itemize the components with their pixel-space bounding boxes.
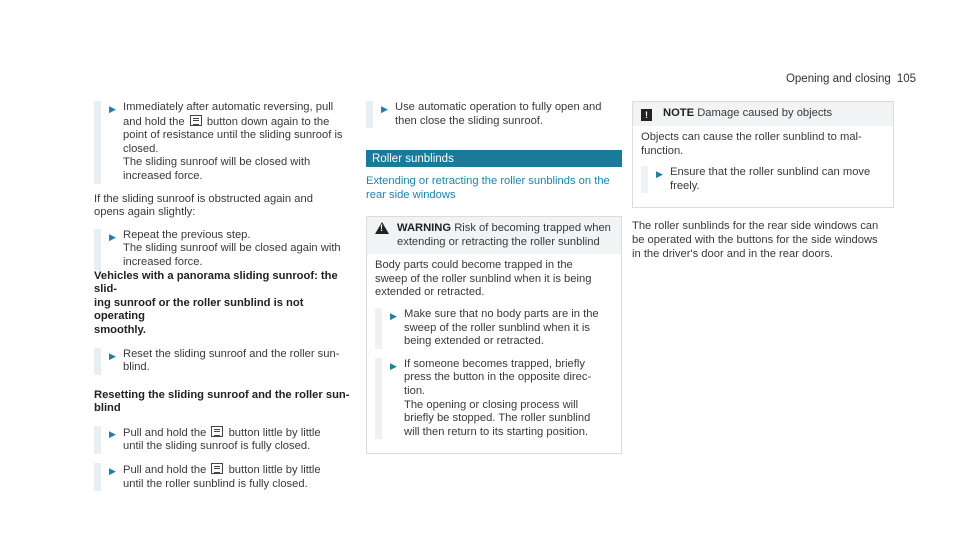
warning-title: Risk of becoming trapped when [454, 222, 611, 234]
page-header [786, 73, 916, 87]
step-bar [641, 166, 648, 193]
sub-heading [366, 175, 622, 202]
sub-heading-text: Extending or retracting the roller sunblinds on the [366, 175, 610, 188]
step-text: Use automatic operation to fully open and [395, 101, 602, 113]
step-bar [94, 348, 101, 375]
heading-text: Resetting the sliding sunroof and the roller sun- [94, 388, 350, 401]
step-arrow-icon: ▶ [390, 360, 397, 371]
column-1 [94, 101, 356, 500]
step-text: until the roller sunblind is fully closed. [123, 477, 308, 490]
note-title: Damage caused by objects [697, 107, 833, 119]
step-text: point of resistance until the sliding sunroof is [123, 129, 343, 142]
step-arrow-icon: ▶ [109, 466, 116, 477]
step-text: then close the sliding sunroof. [395, 114, 544, 127]
step-item [375, 358, 613, 440]
sunroof-button-icon [211, 426, 223, 437]
note-header [633, 102, 893, 126]
warning-label: WARNING [397, 222, 452, 234]
step-text: The opening or closing process will [404, 398, 579, 411]
step-text: briefly be stopped. The roller sunblind [404, 412, 591, 425]
subheading [94, 270, 356, 338]
step-bar [94, 229, 101, 270]
step-text: Make sure that no body parts are in the [404, 307, 599, 320]
step-bar [375, 358, 382, 440]
step-item [94, 101, 356, 184]
heading-text: Vehicles with a panorama sliding sunroof: the slid- [94, 269, 338, 296]
sunroof-button-icon [190, 115, 202, 126]
step-text: will then return to its starting position. [404, 425, 589, 438]
step-text: tion. [404, 384, 426, 397]
step-text: Reset the sliding sunroof and the roller sun- [123, 347, 340, 360]
sunroof-button-icon [211, 463, 223, 474]
step-arrow-icon: ▶ [656, 169, 663, 180]
step-item [641, 166, 885, 193]
body-text: function. [641, 144, 684, 157]
warning-title: extending or retracting the roller sunblind [397, 235, 600, 248]
para-text: The roller sunblinds for the rear side windows can [632, 220, 879, 233]
step-item [375, 308, 613, 349]
step-bar [366, 101, 373, 128]
note-label: NOTE [663, 107, 695, 119]
step-arrow-icon: ▶ [109, 428, 116, 439]
step-item [94, 229, 356, 270]
step-bar [94, 426, 101, 454]
step-bar [375, 308, 382, 349]
step-arrow-icon: ▶ [109, 104, 116, 114]
step-arrow-icon: ▶ [381, 104, 388, 114]
step-text: and hold the [123, 115, 185, 128]
step-text: sweep of the roller sunblind when it is [404, 321, 590, 334]
body-text: Objects can cause the roller sunblind to mal- [641, 131, 862, 143]
warning-icon [375, 222, 389, 234]
note-icon: ! [641, 109, 652, 121]
heading-text: ing sunroof or the roller sunblind is not operating [94, 296, 304, 323]
para-text: in the driver's door and in the rear doors. [632, 247, 834, 260]
step-bar [94, 463, 101, 491]
step-text: press the button in the opposite direc- [404, 371, 592, 384]
step-text: increased force. [123, 169, 203, 182]
step-text: closed. [123, 142, 159, 155]
column-3 [632, 101, 894, 270]
step-text: Pull and hold the [123, 464, 207, 477]
step-text: Ensure that the roller sunblind can move [670, 166, 871, 179]
step-text: If someone becomes trapped, briefly [404, 357, 585, 370]
paragraph [94, 193, 356, 220]
step-text: button little by little [228, 464, 321, 477]
body-text: extended or retracted. [375, 286, 485, 299]
step-text: button down again to the [206, 115, 330, 128]
sub-heading-text: rear side windows [366, 188, 456, 201]
step-text: until the sliding sunroof is fully closed. [123, 440, 311, 453]
step-item [94, 348, 356, 375]
page-number: 105 [896, 73, 916, 85]
warning-header [367, 217, 621, 254]
step-text: being extended or retracted. [404, 335, 544, 348]
column-2 [366, 101, 622, 454]
step-bar [94, 101, 101, 184]
step-text: Repeat the previous step. [123, 228, 251, 241]
warning-box [366, 216, 622, 454]
para-text: opens again slightly: [94, 206, 196, 219]
step-text: increased force. [123, 255, 203, 268]
heading-text: blind [94, 402, 121, 415]
section-header: Roller sunblinds [366, 150, 622, 167]
body-text: sweep of the roller sunblind when it is being [375, 272, 592, 285]
step-text: The sliding sunroof will be closed with [123, 156, 311, 169]
step-text: Immediately after automatic reversing, pull [123, 101, 334, 113]
heading-text: smoothly. [94, 323, 147, 336]
para-text: If the sliding sunroof is obstructed again and [94, 192, 313, 205]
section-title: Opening and closing [785, 73, 891, 85]
step-item [94, 463, 356, 491]
step-arrow-icon: ▶ [390, 310, 397, 321]
step-text: blind. [123, 361, 150, 374]
step-item [94, 426, 356, 454]
note-box [632, 101, 894, 208]
step-text: The sliding sunroof will be closed again with [123, 242, 341, 255]
subheading [94, 389, 356, 416]
step-item [366, 101, 622, 128]
step-arrow-icon: ▶ [109, 231, 116, 242]
warning-body [375, 259, 613, 300]
para-text: be operated with the buttons for the side windows [632, 233, 878, 246]
step-text: freely. [670, 179, 700, 192]
paragraph [632, 220, 894, 261]
step-text: button little by little [228, 426, 321, 439]
note-body [641, 131, 885, 158]
step-text: Pull and hold the [123, 426, 207, 439]
step-arrow-icon: ▶ [109, 350, 116, 361]
body-text: Body parts could become trapped in the [375, 259, 573, 272]
